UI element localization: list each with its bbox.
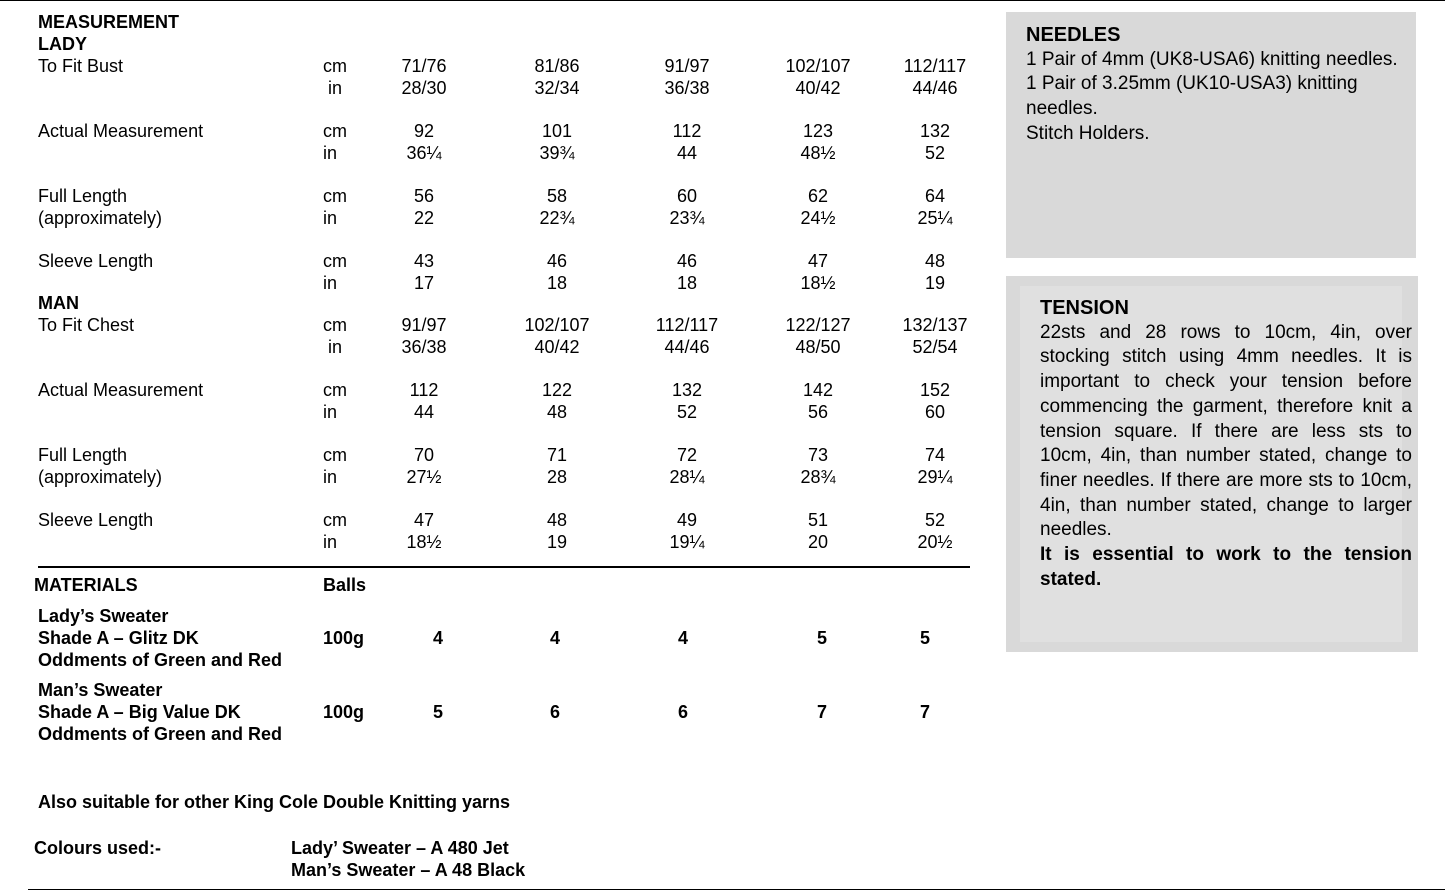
row-label: To Fit Chest xyxy=(38,315,135,335)
unit-cm: cm xyxy=(323,510,347,530)
value-in: 28¾ xyxy=(800,467,836,487)
value-in: 20½ xyxy=(917,532,953,552)
value-in: 44 xyxy=(676,143,698,163)
unit-cm: cm xyxy=(323,251,347,271)
value-cm: 152 xyxy=(919,380,951,400)
value-cm: 49 xyxy=(676,510,698,530)
ball-count: 5 xyxy=(816,628,827,648)
unit-cm: cm xyxy=(323,445,347,465)
measurement-heading: MEASUREMENT xyxy=(38,12,180,32)
value-in: 36/38 xyxy=(664,78,710,98)
value-cm: 71/76 xyxy=(401,56,447,76)
value-cm: 64 xyxy=(924,186,946,206)
row-label: To Fit Bust xyxy=(38,56,124,76)
also-suitable-note: Also suitable for other King Cole Double Knitting yarns xyxy=(38,792,511,812)
section-divider xyxy=(38,566,970,568)
row-label: Sleeve Length xyxy=(38,510,154,530)
value-in: 19 xyxy=(924,273,946,293)
value-cm: 71 xyxy=(546,445,568,465)
value-cm: 112 xyxy=(672,121,702,141)
value-in: 19¼ xyxy=(669,532,705,552)
value-in: 48/50 xyxy=(795,337,841,357)
unit-cm: cm xyxy=(323,56,347,76)
value-cm: 122 xyxy=(541,380,573,400)
value-in: 52 xyxy=(924,143,946,163)
value-cm: 132 xyxy=(919,121,951,141)
lady-heading: LADY xyxy=(38,34,87,54)
unit-in: in xyxy=(323,143,338,163)
bottom-border xyxy=(28,889,1445,890)
value-in: 18 xyxy=(546,273,568,293)
value-in: 40/42 xyxy=(795,78,841,98)
top-border xyxy=(0,0,1445,1)
ball-count: 4 xyxy=(677,628,688,648)
value-in: 28¼ xyxy=(669,467,705,487)
material-shade: Shade A – Big Value DK xyxy=(38,702,241,722)
value-cm: 101 xyxy=(541,121,573,141)
needles-line-3: Stitch Holders. xyxy=(1026,122,1150,144)
unit-cm: cm xyxy=(323,186,347,206)
row-label-secondary: (approximately) xyxy=(38,467,163,487)
value-in: 22¾ xyxy=(539,208,575,228)
value-in: 25¼ xyxy=(917,208,953,228)
row-label: Actual Measurement xyxy=(38,380,204,400)
value-in: 19 xyxy=(546,532,568,552)
value-in: 28/30 xyxy=(401,78,447,98)
material-weight: 100g xyxy=(323,628,365,648)
tension-heading: TENSION xyxy=(1040,297,1129,319)
unit-in: in xyxy=(323,208,338,228)
unit-in: in xyxy=(323,273,338,293)
colour-man: Man’s Sweater – A 48 Black xyxy=(291,860,526,880)
material-title: Lady’s Sweater xyxy=(38,606,169,626)
material-extra: Oddments of Green and Red xyxy=(38,724,283,744)
value-in: 36/38 xyxy=(401,337,447,357)
value-cm: 48 xyxy=(924,251,946,271)
unit-in: in xyxy=(328,337,343,357)
value-cm: 62 xyxy=(807,186,829,206)
value-cm: 51 xyxy=(807,510,829,530)
unit-in: in xyxy=(323,532,338,552)
value-in: 18 xyxy=(676,273,698,293)
material-weight: 100g xyxy=(323,702,365,722)
balls-label: Balls xyxy=(323,575,367,595)
value-cm: 132 xyxy=(671,380,703,400)
value-in: 28 xyxy=(546,467,568,487)
unit-cm: cm xyxy=(323,121,347,141)
value-cm: 92 xyxy=(413,121,435,141)
value-cm: 46 xyxy=(676,251,698,271)
value-in: 40/42 xyxy=(534,337,580,357)
ball-count: 5 xyxy=(919,628,930,648)
ball-count: 6 xyxy=(549,702,560,722)
row-label-secondary: (approximately) xyxy=(38,208,163,228)
value-in: 32/34 xyxy=(534,78,580,98)
value-in: 39¾ xyxy=(539,143,575,163)
row-label: Actual Measurement xyxy=(38,121,204,141)
man-heading: MAN xyxy=(38,293,79,313)
unit-cm: cm xyxy=(323,380,347,400)
needles-box xyxy=(1006,12,1416,258)
colour-lady: Lady’ Sweater – A 480 Jet xyxy=(291,838,509,858)
value-cm: 43 xyxy=(413,251,435,271)
needles-line-2: 1 Pair of 3.25mm (UK10-USA3) knitting needles. xyxy=(1026,73,1358,120)
material-shade: Shade A – Glitz DK xyxy=(38,628,199,648)
value-in: 29¼ xyxy=(917,467,953,487)
value-cm: 81/86 xyxy=(534,56,580,76)
colours-label: Colours used:- xyxy=(34,838,162,858)
value-in: 44/46 xyxy=(664,337,710,357)
ball-count: 4 xyxy=(549,628,560,648)
value-cm: 91/97 xyxy=(401,315,447,335)
value-cm: 73 xyxy=(807,445,829,465)
unit-in: in xyxy=(323,467,338,487)
tension-emphasis: It is essential to work to the tension stated. xyxy=(1040,544,1412,590)
value-cm: 112/117 xyxy=(903,56,967,76)
value-in: 48 xyxy=(546,402,568,422)
unit-cm: cm xyxy=(323,315,347,335)
value-cm: 132/137 xyxy=(902,315,968,335)
value-cm: 102/107 xyxy=(785,56,851,76)
unit-in: in xyxy=(323,402,338,422)
value-in: 20 xyxy=(807,532,829,552)
value-in: 24½ xyxy=(800,208,836,228)
ball-count: 7 xyxy=(919,702,930,722)
material-extra: Oddments of Green and Red xyxy=(38,650,283,670)
value-in: 22 xyxy=(413,208,435,228)
value-cm: 58 xyxy=(546,186,568,206)
value-cm: 70 xyxy=(413,445,435,465)
tension-box xyxy=(1006,276,1418,652)
value-cm: 47 xyxy=(413,510,435,530)
unit-in: in xyxy=(328,78,343,98)
needles-line-1: 1 Pair of 4mm (UK8-USA6) knitting needles. xyxy=(1026,48,1398,70)
value-cm: 123 xyxy=(802,121,834,141)
row-label: Sleeve Length xyxy=(38,251,154,271)
value-in: 44/46 xyxy=(912,78,958,98)
value-in: 18½ xyxy=(800,273,836,293)
value-cm: 46 xyxy=(546,251,568,271)
ball-count: 4 xyxy=(432,628,443,648)
row-label: Full Length xyxy=(38,186,128,206)
needles-content xyxy=(1026,23,1406,147)
tension-body: 22sts and 28 rows to 10cm, 4in, over stocking stitch using 4mm needles. It is important to check your tension before commencing the garment, therefore knit a tension square. If there are less sts to 10cm, 4in, than number stated, change to finer needles. If there are more sts to 10cm, 4in, than number stated, change to larger needles. xyxy=(1040,321,1412,541)
value-cm: 47 xyxy=(807,251,829,271)
value-cm: 48 xyxy=(546,510,568,530)
needles-heading: NEEDLES xyxy=(1026,24,1121,46)
value-cm: 142 xyxy=(802,380,834,400)
value-in: 48½ xyxy=(800,143,836,163)
value-in: 23¾ xyxy=(669,208,705,228)
value-cm: 52 xyxy=(924,510,946,530)
value-cm: 102/107 xyxy=(524,315,590,335)
value-in: 18½ xyxy=(406,532,442,552)
value-in: 52 xyxy=(676,402,698,422)
materials-heading: MATERIALS xyxy=(34,575,138,595)
material-title: Man’s Sweater xyxy=(38,680,163,700)
value-in: 17 xyxy=(413,273,435,293)
value-cm: 74 xyxy=(924,445,946,465)
value-in: 52/54 xyxy=(912,337,958,357)
value-cm: 56 xyxy=(413,186,435,206)
tension-content xyxy=(1040,296,1412,592)
value-in: 60 xyxy=(924,402,946,422)
value-cm: 91/97 xyxy=(664,56,710,76)
row-label: Full Length xyxy=(38,445,128,465)
value-cm: 60 xyxy=(676,186,698,206)
value-cm: 112 xyxy=(409,380,439,400)
ball-count: 6 xyxy=(677,702,688,722)
value-in: 27½ xyxy=(406,467,442,487)
value-in: 44 xyxy=(413,402,435,422)
value-cm: 72 xyxy=(676,445,698,465)
tension-panel xyxy=(1020,286,1412,642)
value-cm: 112/117 xyxy=(655,315,719,335)
ball-count: 7 xyxy=(816,702,827,722)
value-in: 56 xyxy=(807,402,829,422)
value-in: 36¼ xyxy=(406,143,442,163)
value-cm: 122/127 xyxy=(785,315,851,335)
ball-count: 5 xyxy=(432,702,443,722)
